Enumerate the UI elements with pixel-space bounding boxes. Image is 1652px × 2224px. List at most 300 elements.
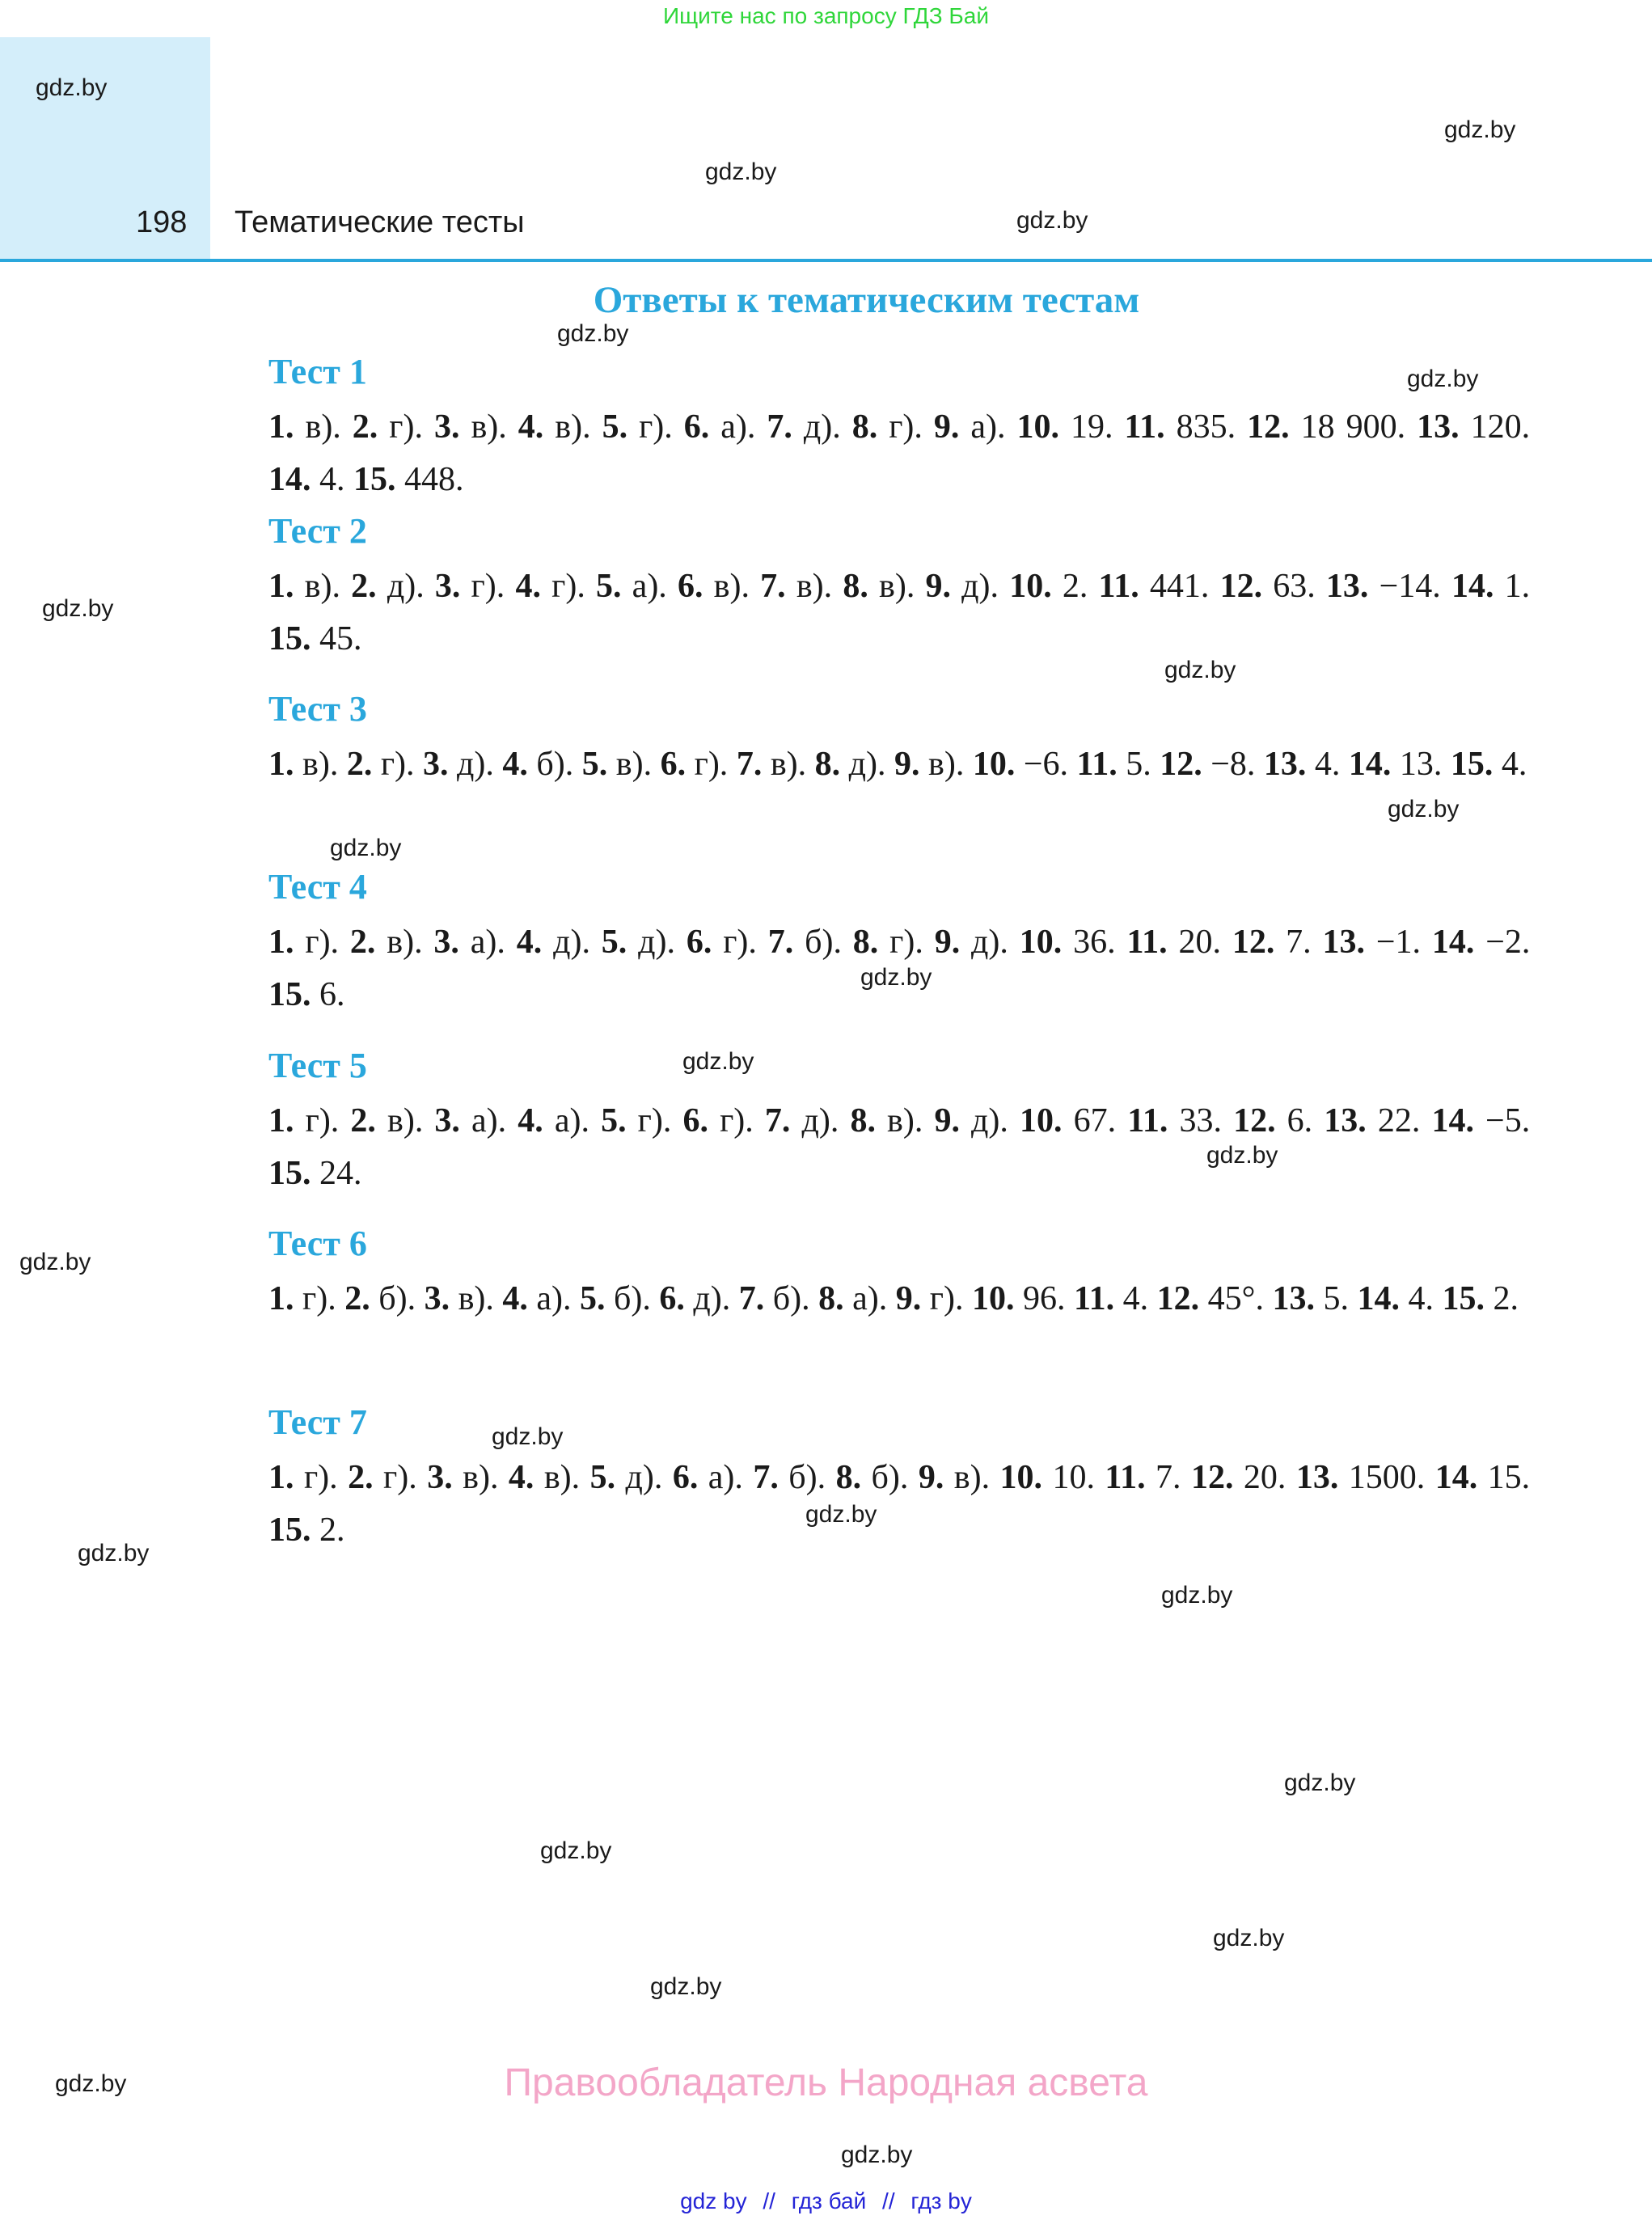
answer-number: 2. — [346, 746, 373, 783]
answer-number: 1. — [268, 746, 294, 783]
answer-item — [894, 746, 964, 783]
answer-item — [934, 408, 1006, 446]
answer-number: 8. — [814, 746, 841, 783]
watermark: gdz.by — [540, 1837, 612, 1864]
answer-item — [268, 976, 345, 1013]
answer-number: 1. — [268, 1459, 294, 1496]
answer-value: б). — [378, 1280, 416, 1317]
answer-value: −8. — [1210, 746, 1256, 783]
test-section-5 — [268, 1043, 1530, 1200]
answer-number: 11. — [1124, 408, 1165, 446]
answer-item — [1442, 1280, 1519, 1317]
answer-item — [517, 924, 590, 961]
answer-number: 1. — [268, 924, 294, 961]
answer-value: д). — [625, 1459, 663, 1496]
answer-item — [351, 568, 425, 605]
answer-value: 4. — [1501, 746, 1527, 783]
answer-value: 2. — [1493, 1280, 1519, 1317]
answer-number: 8. — [818, 1280, 844, 1317]
answer-number: 2. — [348, 1459, 374, 1496]
watermark: gdz.by — [1444, 116, 1516, 143]
footer-link[interactable]: гдз by — [911, 2188, 972, 2213]
answer-value: 835. — [1176, 408, 1236, 446]
answer-value: д). — [553, 924, 590, 961]
answer-item — [1431, 1102, 1530, 1139]
answer-number: 3. — [423, 746, 449, 783]
answer-value: б). — [772, 1280, 810, 1317]
answer-item — [350, 1102, 423, 1139]
answer-number: 11. — [1098, 568, 1139, 605]
answer-item — [435, 568, 505, 605]
answer-list — [268, 401, 1530, 506]
answer-item — [972, 1280, 1066, 1317]
answer-value: 10. — [1052, 1459, 1095, 1496]
answer-number: 15. — [1442, 1280, 1485, 1317]
answer-list — [268, 1452, 1530, 1557]
answer-value: 6. — [1287, 1102, 1313, 1139]
answer-item — [765, 1102, 839, 1139]
answer-number: 14. — [1434, 1459, 1478, 1496]
answer-item — [853, 924, 923, 961]
answer-value: д). — [971, 1102, 1008, 1139]
answer-value: −5. — [1485, 1102, 1531, 1139]
answer-item — [678, 568, 750, 605]
answer-value: в). — [471, 408, 507, 446]
answer-number: 13. — [1325, 568, 1369, 605]
answer-number: 2. — [351, 568, 377, 605]
answer-item — [268, 1512, 345, 1549]
answer-number: 12. — [1190, 1459, 1234, 1496]
answer-item — [1247, 408, 1405, 446]
answer-number: 15. — [268, 1155, 311, 1192]
answer-value: г). — [551, 568, 585, 605]
answer-value: 63. — [1273, 568, 1316, 605]
answer-item — [353, 408, 423, 446]
test-section-2 — [268, 509, 1530, 666]
answer-value: 7. — [1286, 924, 1312, 961]
answer-item — [1417, 408, 1530, 446]
answer-item — [973, 746, 1068, 783]
test-title: Тест 4 — [268, 867, 367, 907]
watermark: gdz.by — [1164, 657, 1236, 683]
answer-value: г). — [389, 408, 423, 446]
answer-item — [1191, 1459, 1286, 1496]
answer-item — [518, 1102, 589, 1139]
answer-value: а). — [536, 1280, 572, 1317]
answer-value: 441. — [1149, 568, 1210, 605]
answer-number: 1. — [268, 568, 294, 605]
answer-item — [935, 924, 1008, 961]
footer-link[interactable]: gdz by — [680, 2188, 747, 2213]
answer-item — [602, 924, 675, 961]
answer-number: 2. — [344, 1280, 370, 1317]
answer-number: 2. — [349, 924, 376, 961]
answer-number: 3. — [433, 924, 459, 961]
answer-value: в). — [302, 746, 339, 783]
answer-value: г). — [694, 746, 729, 783]
answer-value: д). — [971, 924, 1008, 961]
answer-item — [268, 1280, 336, 1317]
answer-item — [268, 461, 345, 498]
watermark: gdz.by — [1016, 207, 1088, 234]
answer-number: 9. — [895, 1280, 922, 1317]
answer-value: б). — [788, 1459, 826, 1496]
answer-item — [268, 924, 339, 961]
answer-number: 14. — [1431, 1102, 1474, 1139]
answer-item — [515, 568, 585, 605]
answer-number: 13. — [1322, 924, 1365, 961]
answer-number: 10. — [999, 1459, 1043, 1496]
copyright-notice: Правообладатель Народная асвета — [504, 2061, 1148, 2104]
answer-item — [268, 746, 338, 783]
test-title: Тест 1 — [268, 352, 367, 391]
answer-item — [1232, 924, 1312, 961]
answer-value: 24. — [319, 1155, 362, 1192]
answer-value: г). — [723, 924, 757, 961]
answer-value: г). — [471, 568, 505, 605]
answer-number: 3. — [424, 1280, 450, 1317]
answer-value: д). — [961, 568, 999, 605]
answer-value: 20. — [1243, 1459, 1287, 1496]
answer-value: в). — [543, 1459, 581, 1496]
answer-number: 6. — [683, 408, 710, 446]
answer-value: 4. — [1408, 1280, 1434, 1317]
answer-number: 10. — [1020, 1102, 1063, 1139]
answer-number: 13. — [1272, 1280, 1315, 1317]
answer-number: 11. — [1105, 1459, 1146, 1496]
answer-number: 4. — [508, 1459, 534, 1496]
answer-item — [1349, 746, 1443, 783]
answer-item — [815, 746, 886, 783]
answer-item — [739, 1280, 810, 1317]
answer-item — [1272, 1280, 1349, 1317]
answer-number: 15. — [268, 976, 311, 1013]
answer-item — [1432, 924, 1531, 961]
answer-value: г). — [305, 1102, 340, 1139]
answer-number: 3. — [427, 1459, 453, 1496]
answer-value: г). — [302, 1280, 336, 1317]
answer-number: 12. — [1160, 746, 1202, 783]
answer-item — [896, 1280, 964, 1317]
answer-number: 15. — [1450, 746, 1494, 783]
answer-number: 14. — [268, 461, 311, 498]
answer-item — [850, 1102, 923, 1139]
answer-value: в). — [615, 746, 653, 783]
answer-item — [1435, 1459, 1530, 1496]
answer-value: в). — [887, 1102, 923, 1139]
answer-item — [1296, 1459, 1425, 1496]
answer-value: г). — [889, 408, 923, 446]
answer-item — [518, 408, 591, 446]
answer-item — [502, 1280, 571, 1317]
answer-number: 10. — [1016, 408, 1059, 446]
answer-value: а). — [554, 1102, 589, 1139]
answer-value: а). — [632, 568, 667, 605]
answer-list — [268, 560, 1530, 666]
watermark: gdz.by — [1206, 1142, 1278, 1169]
answer-value: 67. — [1073, 1102, 1117, 1139]
answer-item — [760, 568, 832, 605]
answer-number: 11. — [1073, 1280, 1115, 1317]
answer-item — [1009, 568, 1088, 605]
running-head: Тематические тесты — [234, 205, 525, 239]
watermark: gdz.by — [492, 1423, 564, 1450]
answer-item — [434, 1102, 506, 1139]
answer-value: г). — [720, 1102, 754, 1139]
footer-separator: // — [763, 2188, 775, 2213]
answer-number: 3. — [434, 568, 461, 605]
answer-number: 14. — [1357, 1280, 1400, 1317]
answer-item — [1157, 1280, 1264, 1317]
answer-item — [818, 1280, 887, 1317]
test-section-3 — [268, 687, 1530, 791]
answer-item — [1126, 924, 1221, 961]
header-rule — [0, 259, 1652, 262]
answer-number: 8. — [852, 924, 879, 961]
answer-number: 7. — [736, 746, 763, 783]
answer-item — [684, 408, 756, 446]
answer-value: в). — [879, 568, 915, 605]
answer-value: д). — [693, 1280, 731, 1317]
answer-value: в). — [458, 1280, 494, 1317]
answer-item — [1357, 1280, 1434, 1317]
answer-number: 7. — [738, 1280, 765, 1317]
answer-value: 36. — [1073, 924, 1116, 961]
answer-number: 10. — [1019, 924, 1063, 961]
answer-value: а). — [852, 1280, 888, 1317]
answer-number: 2. — [350, 1102, 376, 1139]
answer-number: 8. — [850, 1102, 876, 1139]
answer-number: 4. — [518, 408, 544, 446]
answer-item — [1127, 1102, 1222, 1139]
answer-number: 8. — [835, 1459, 862, 1496]
answer-number: 13. — [1263, 746, 1307, 783]
page-title: Ответы к тематическим тестам — [593, 279, 1140, 321]
answer-number: 4. — [516, 924, 543, 961]
answer-number: 14. — [1348, 746, 1392, 783]
answer-number: 8. — [851, 408, 878, 446]
answer-item — [582, 746, 652, 783]
answer-item — [1326, 568, 1441, 605]
answer-number: 15. — [353, 461, 396, 498]
answer-number: 7. — [760, 568, 786, 605]
answer-item — [434, 408, 507, 446]
answer-item — [687, 924, 757, 961]
answer-item — [1451, 568, 1530, 605]
watermark: gdz.by — [42, 595, 114, 622]
answer-number: 6. — [677, 568, 703, 605]
answer-item — [1324, 1102, 1420, 1139]
test-title: Тест 2 — [268, 511, 367, 551]
answer-value: в). — [555, 408, 591, 446]
answer-value: д). — [387, 568, 425, 605]
answer-number: 1. — [268, 1102, 294, 1139]
answer-item — [1323, 924, 1422, 961]
answer-item — [843, 568, 915, 605]
watermark: gdz.by — [19, 1249, 91, 1275]
answer-value: г). — [929, 1280, 964, 1317]
test-section-1 — [268, 349, 1530, 506]
watermark: gdz.by — [55, 2070, 127, 2097]
answer-item — [427, 1459, 498, 1496]
answer-number: 5. — [601, 924, 627, 961]
answer-item — [596, 568, 667, 605]
answer-item — [268, 1459, 338, 1496]
answer-value: б). — [805, 924, 842, 961]
answer-value: −2. — [1485, 924, 1531, 961]
answer-number: 14. — [1451, 568, 1494, 605]
answer-value: а). — [970, 408, 1006, 446]
answer-number: 7. — [753, 1459, 779, 1496]
answer-item — [602, 408, 673, 446]
answer-number: 12. — [1247, 408, 1290, 446]
answer-item — [1020, 924, 1116, 961]
answer-value: б). — [871, 1459, 909, 1496]
answer-value: 22. — [1377, 1102, 1421, 1139]
answer-number: 4. — [502, 1280, 528, 1317]
answer-number: 6. — [682, 1102, 708, 1139]
watermark: gdz.by — [805, 1501, 877, 1528]
answer-item — [1074, 1280, 1148, 1317]
answer-value: 96. — [1022, 1280, 1066, 1317]
footer-link[interactable]: гдз бай — [791, 2188, 867, 2213]
answer-value: а). — [708, 1459, 743, 1496]
answer-number: 13. — [1295, 1459, 1339, 1496]
answer-value: г). — [889, 924, 923, 961]
answer-value: 13. — [1399, 746, 1443, 783]
answer-item — [350, 924, 423, 961]
answer-number: 12. — [1232, 924, 1275, 961]
answer-number: 1. — [268, 408, 294, 446]
answer-item — [502, 746, 573, 783]
answer-value: а). — [471, 1102, 507, 1139]
answer-value: 1500. — [1348, 1459, 1426, 1496]
answer-value: в). — [713, 568, 750, 605]
watermark: gdz.by — [557, 320, 629, 347]
answer-number: 12. — [1156, 1280, 1200, 1317]
answer-item — [753, 1459, 826, 1496]
answer-item — [268, 408, 341, 446]
answer-value: 1. — [1504, 568, 1531, 605]
answer-value: −6. — [1023, 746, 1069, 783]
answer-number: 10. — [972, 746, 1016, 783]
answer-number: 2. — [352, 408, 378, 446]
answer-number: 8. — [843, 568, 868, 605]
answer-number: 9. — [933, 408, 960, 446]
answer-number: 9. — [894, 746, 920, 783]
answer-value: б). — [536, 746, 574, 783]
watermark: gdz.by — [1284, 1769, 1356, 1796]
answer-item — [836, 1459, 909, 1496]
answer-item — [1124, 408, 1236, 446]
answer-item — [1160, 746, 1255, 783]
answer-value: г). — [305, 924, 340, 961]
answer-number: 14. — [1431, 924, 1475, 961]
answer-item — [1220, 568, 1316, 605]
answer-item — [1000, 1459, 1095, 1496]
answer-number: 5. — [596, 568, 622, 605]
answer-item — [268, 620, 362, 657]
answer-number: 4. — [518, 1102, 543, 1139]
watermark: gdz.by — [860, 964, 932, 991]
watermark: gdz.by — [682, 1048, 754, 1075]
answer-number: 3. — [433, 408, 460, 446]
answer-number: 7. — [767, 408, 792, 446]
answer-value: в). — [928, 746, 965, 783]
answer-value: а). — [720, 408, 756, 446]
answer-number: 5. — [581, 746, 608, 783]
watermark: gdz.by — [78, 1540, 150, 1567]
answer-number: 11. — [1127, 1102, 1168, 1139]
answer-item — [1020, 1102, 1116, 1139]
answer-item — [1264, 746, 1341, 783]
top-banner[interactable]: Ищите нас по запросу ГДЗ Бай — [662, 3, 990, 28]
answer-value: д). — [803, 408, 841, 446]
answer-item — [934, 1102, 1008, 1139]
test-section-4 — [268, 865, 1530, 1021]
answer-value: д). — [457, 746, 494, 783]
answer-item — [1233, 1102, 1312, 1139]
answer-value: −14. — [1379, 568, 1441, 605]
answer-number: 9. — [934, 1102, 960, 1139]
watermark: gdz.by — [1388, 796, 1460, 822]
answer-item — [767, 408, 840, 446]
answer-item — [1105, 1459, 1181, 1496]
answer-list — [268, 738, 1530, 791]
answer-number: 6. — [660, 746, 687, 783]
test-title: Тест 3 — [268, 689, 367, 729]
answer-item — [353, 461, 464, 498]
answer-number: 9. — [934, 924, 961, 961]
answer-item — [919, 1459, 990, 1496]
answer-value: в). — [770, 746, 807, 783]
footer-separator: // — [882, 2188, 895, 2213]
answer-item — [1017, 408, 1113, 446]
answer-number: 12. — [1233, 1102, 1276, 1139]
answer-value: 4. — [1314, 746, 1341, 783]
test-section-6 — [268, 1221, 1530, 1326]
answer-list — [268, 1095, 1530, 1200]
answer-value: 5. — [1126, 746, 1151, 783]
test-title: Тест 7 — [268, 1402, 367, 1442]
answer-number: 9. — [918, 1459, 944, 1496]
answer-number: 6. — [672, 1459, 699, 1496]
answer-value: д). — [638, 924, 675, 961]
answer-item — [1077, 746, 1151, 783]
answer-value: в). — [387, 924, 423, 961]
answer-value: д). — [801, 1102, 839, 1139]
watermark: gdz.by — [650, 1973, 722, 2000]
test-section-7 — [268, 1400, 1530, 1557]
answer-number: 15. — [268, 1512, 311, 1549]
answer-number: 5. — [602, 408, 628, 446]
answer-number: 6. — [659, 1280, 685, 1317]
answer-number: 6. — [686, 924, 712, 961]
answer-number: 11. — [1126, 924, 1168, 961]
answer-item — [580, 1280, 651, 1317]
watermark: gdz.by — [36, 74, 108, 101]
answer-number: 12. — [1219, 568, 1263, 605]
answer-list — [268, 1273, 1530, 1326]
watermark: gdz.by — [330, 835, 402, 861]
answer-value: 15. — [1487, 1459, 1531, 1496]
page-number: 198 — [136, 205, 188, 239]
answer-value: в). — [387, 1102, 424, 1139]
watermark: gdz.by — [841, 2142, 913, 2168]
answer-number: 9. — [925, 568, 951, 605]
answer-number: 5. — [580, 1280, 606, 1317]
answer-item — [673, 1459, 743, 1496]
